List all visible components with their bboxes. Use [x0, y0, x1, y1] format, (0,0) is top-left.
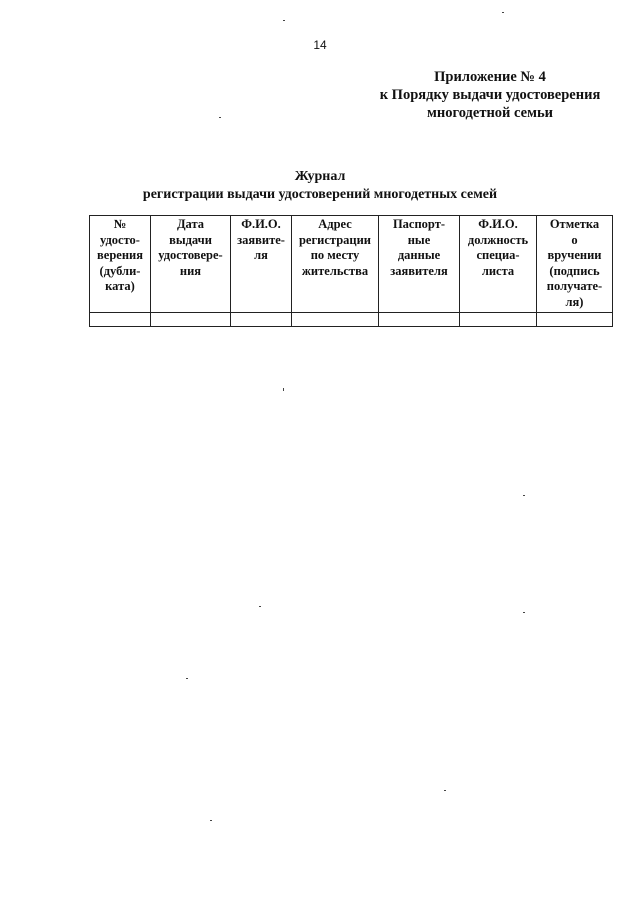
- scan-speck: [259, 606, 261, 607]
- appendix-line-1: Приложение № 4: [434, 69, 546, 85]
- appendix-line-3: многодетной семьи: [427, 105, 553, 121]
- table-cell: [379, 313, 460, 327]
- table-cell: [537, 313, 613, 327]
- table-cell: [90, 313, 151, 327]
- appendix-header: [340, 68, 640, 122]
- column-header-number: № удосто- верения (дубли- ката): [90, 216, 151, 313]
- column-header-specialist: Ф.И.О. должность специа- листа: [460, 216, 537, 313]
- table-row: [90, 313, 613, 327]
- table-header-row: [90, 216, 613, 313]
- scan-speck: [283, 388, 284, 391]
- journal-title: [0, 168, 640, 204]
- scan-speck: [210, 820, 212, 821]
- scan-speck: [283, 20, 285, 21]
- column-header-issue-date: Дата выдачи удостовере- ния: [151, 216, 231, 313]
- column-header-passport: Паспорт- ные данные заявителя: [379, 216, 460, 313]
- scan-speck: [444, 790, 446, 791]
- appendix-line-2: к Порядку выдачи удостоверения: [379, 87, 601, 103]
- table-cell: [231, 313, 292, 327]
- registration-table: [89, 215, 613, 327]
- table-cell: [151, 313, 231, 327]
- column-header-applicant-name: Ф.И.О. заявите- ля: [231, 216, 292, 313]
- column-header-receipt-mark: Отметка о вручении (подпись получате- ля): [537, 216, 613, 313]
- table-cell: [292, 313, 379, 327]
- journal-title-line-2: регистрации выдачи удостоверений многодетных семей: [142, 187, 498, 202]
- table-cell: [460, 313, 537, 327]
- page-number: 14: [313, 38, 327, 52]
- scan-speck: [523, 495, 525, 496]
- scan-speck: [502, 12, 504, 13]
- column-header-address: Адрес регистрации по месту жительства: [292, 216, 379, 313]
- scan-speck: [219, 117, 221, 118]
- scan-speck: [523, 612, 525, 613]
- scan-speck: [186, 678, 188, 679]
- journal-title-line-1: Журнал: [294, 169, 346, 184]
